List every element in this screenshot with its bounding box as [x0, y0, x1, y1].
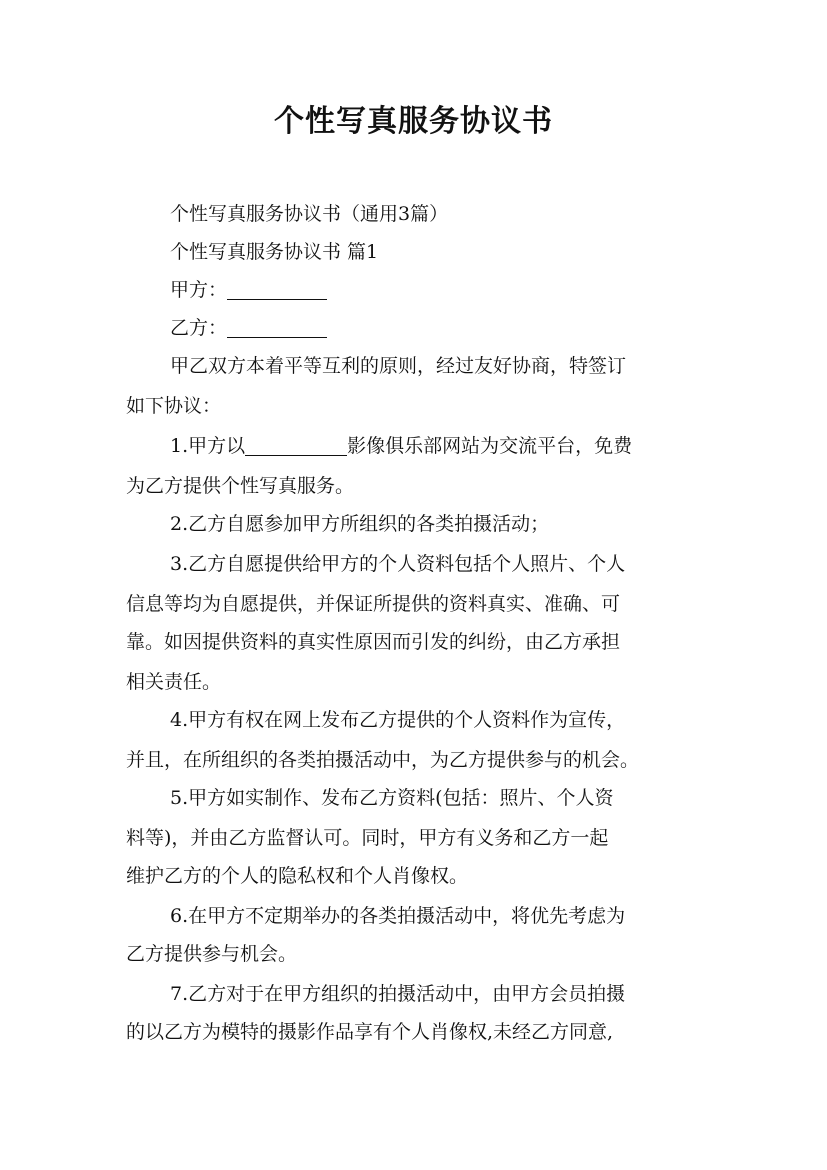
clause-5-line-3: 维护乙方的个人的隐私权和个人肖像权。: [126, 865, 469, 887]
clause-7-line-2: 的以乙方为模特的摄影作品享有个人肖像权,未经乙方同意,: [126, 1021, 614, 1043]
clause-6-line-1: 6.在甲方不定期举办的各类拍摄活动中，将优先考虑为: [170, 905, 626, 927]
clause-5-line-2: 料等)，并由乙方监督认可。同时，甲方有义务和乙方一起: [126, 827, 609, 849]
party-b-blank: [227, 315, 327, 338]
clause-3-line-1: 3.乙方自愿提供给甲方的个人资料包括个人照片、个人: [170, 553, 626, 575]
party-a-label: 甲方：: [170, 279, 228, 301]
preamble-line-1: 甲乙双方本着平等互利的原则，经过友好协商，特签订: [170, 355, 627, 377]
clause-7-line-1: 7.乙方对于在甲方组织的拍摄活动中，由甲方会员拍摄: [170, 983, 626, 1005]
clause-4-line-1: 4.甲方有权在网上发布乙方提供的个人资料作为宣传，: [170, 709, 626, 731]
clause-1-line-2: 为乙方提供个性写真服务。: [126, 475, 355, 497]
party-a-blank: [227, 277, 327, 300]
subtitle-line: 个性写真服务协议书（通用3篇）: [170, 203, 449, 225]
clause-1-blank: [245, 433, 347, 456]
clause-5-line-1: 5.甲方如实制作、发布乙方资料(包括：照片、个人资: [170, 787, 614, 809]
party-b-label: 乙方：: [170, 317, 228, 339]
preamble-line-2: 如下协议：: [126, 395, 222, 417]
clause-3-line-4: 相关责任。: [126, 671, 222, 693]
clause-4-line-2: 并且，在所组织的各类拍摄活动中，为乙方提供参与的机会。: [126, 749, 640, 771]
clause-2: 2.乙方自愿参加甲方所组织的各类拍摄活动；: [170, 513, 550, 535]
party-a-line: [170, 270, 710, 310]
clause-1-suffix: 影像俱乐部网站为交流平台，免费: [347, 435, 633, 457]
clause-1-prefix: 1.甲方以: [170, 435, 246, 457]
clause-3-line-3: 靠。如因提供资料的真实性原因而引发的纠纷，由乙方承担: [126, 631, 621, 653]
section-heading: 个性写真服务协议书 篇1: [170, 241, 379, 263]
document-title: 个性写真服务协议书: [274, 104, 553, 139]
clause-3-line-2: 信息等均为自愿提供，并保证所提供的资料真实、准确、可: [126, 593, 621, 615]
clause-6-line-2: 乙方提供参与机会。: [126, 943, 298, 965]
party-b-line: [170, 308, 710, 348]
clause-1-line-1: [170, 426, 710, 466]
